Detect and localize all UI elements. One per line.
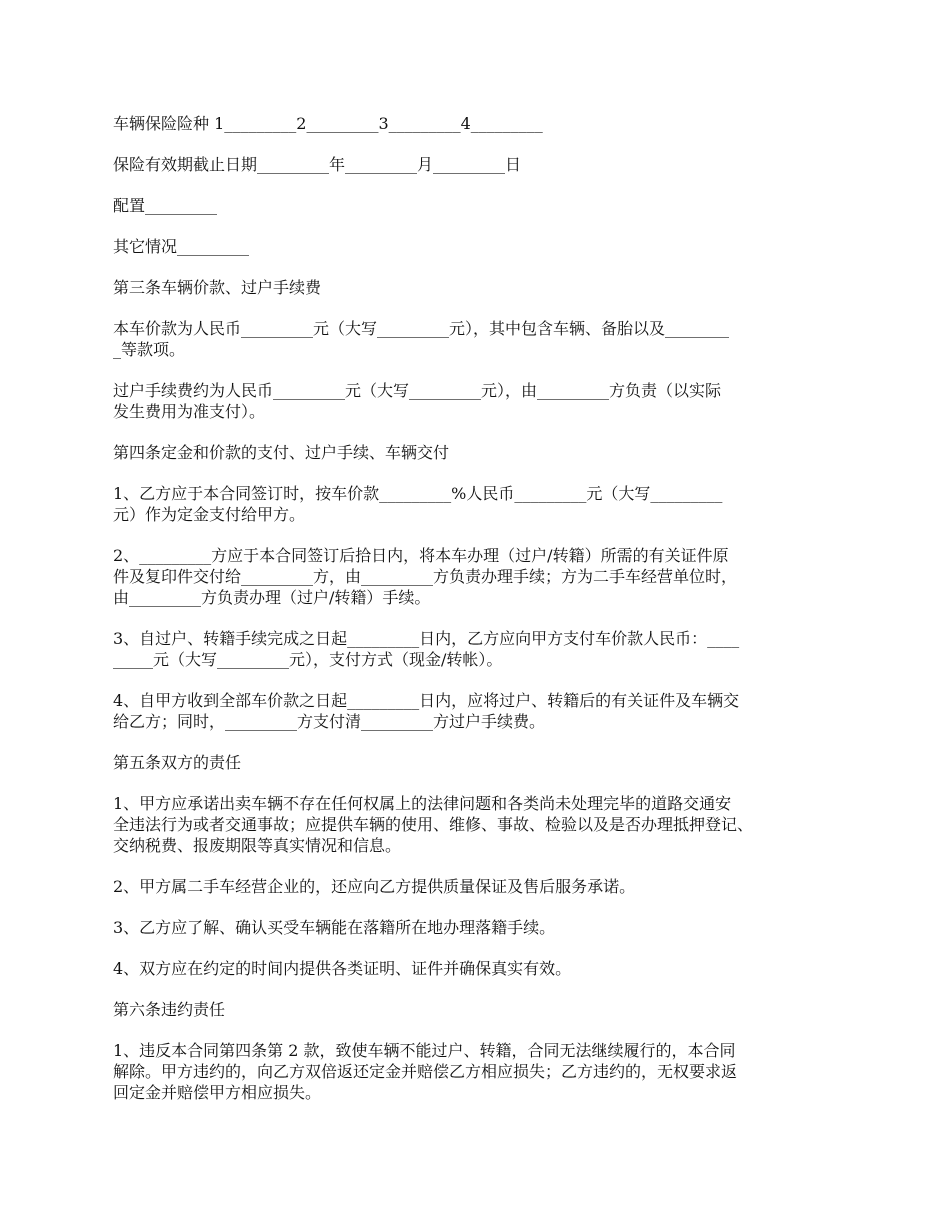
article-4-clause-2: 2、_________方应于本合同签订后拾日内，将本车办理（过户/转籍）所需的有关证件原 件及复印件交付给_________方，由_________方负责办理手续；方为二手车经营单位时， 由_________方负责办理（过户/转籍）手续。: [113, 546, 738, 607]
article-4-clause-1: 1、乙方应于本合同签订时，按车价款_________%人民币_________元（大写_________ 元）作为定金支付给甲方。: [113, 484, 723, 524]
article-5-clause-3: 3、乙方应了解、确认买受车辆能在落籍所在地办理落籍手续。: [113, 918, 556, 937]
insurance-expiry-line: 保险有效期截止日期_________年_________月_________日: [113, 155, 522, 174]
article-5-clause-4: 4、双方应在约定的时间内提供各类证明、证件并确保真实有效。: [113, 959, 572, 978]
other-conditions-line: 其它情况_________: [113, 237, 250, 256]
article-6-heading: 第六条违约责任: [113, 1000, 226, 1019]
article-5-heading: 第五条双方的责任: [113, 753, 242, 772]
article-4-clause-4: 4、自甲方收到全部车价款之日起_________日内，应将过户、转籍后的有关证件及车辆交 给乙方；同时，_________方支付清_________方过户手续费。: [113, 691, 740, 731]
document-page: [113, 113, 843, 1123]
article-4-clause-3: 3、自过户、转籍手续完成之日起_________日内，乙方应向甲方支付车价款人民币：____ _____元（大写_________元），支付方式（现金/转帐）。: [113, 629, 740, 669]
article-5-clause-1: 1、甲方应承诺出卖车辆不存在任何权属上的法律问题和各类尚未处理完毕的道路交通安 全违法行为或者交通事故；应提供车辆的使用、维修、事故、检验以及是否办理抵押登记、 交纳税费、报废期限等真实情况和信息。: [113, 794, 754, 855]
article-5-clause-2: 2、甲方属二手车经营企业的，还应向乙方提供质量保证及售后服务承诺。: [113, 877, 636, 896]
article-3-heading: 第三条车辆价款、过户手续费: [113, 278, 322, 297]
article-4-heading: 第四条定金和价款的支付、过户手续、车辆交付: [113, 443, 450, 462]
insurance-types-line: 车辆保险险种 1_________2_________3_________4_________: [113, 114, 543, 133]
article-6-clause-1: 1、违反本合同第四条第 2 款，致使车辆不能过户、转籍，合同无法继续履行的，本合同 解除。甲方违约的，向乙方双倍返还定金并赔偿乙方相应损失；乙方违约的，无权要求返 回定金并赔偿甲方相应损失。: [113, 1041, 738, 1102]
configuration-line: 配置_________: [113, 196, 218, 215]
transfer-fee-paragraph: 过户手续费约为人民币_________元（大写_________元），由_________方负责（以实际 发生费用为准支付）。: [113, 381, 722, 421]
vehicle-price-paragraph: 本车价款为人民币_________元（大写_________元），其中包含车辆、备胎以及________ _等款项。: [113, 319, 730, 359]
